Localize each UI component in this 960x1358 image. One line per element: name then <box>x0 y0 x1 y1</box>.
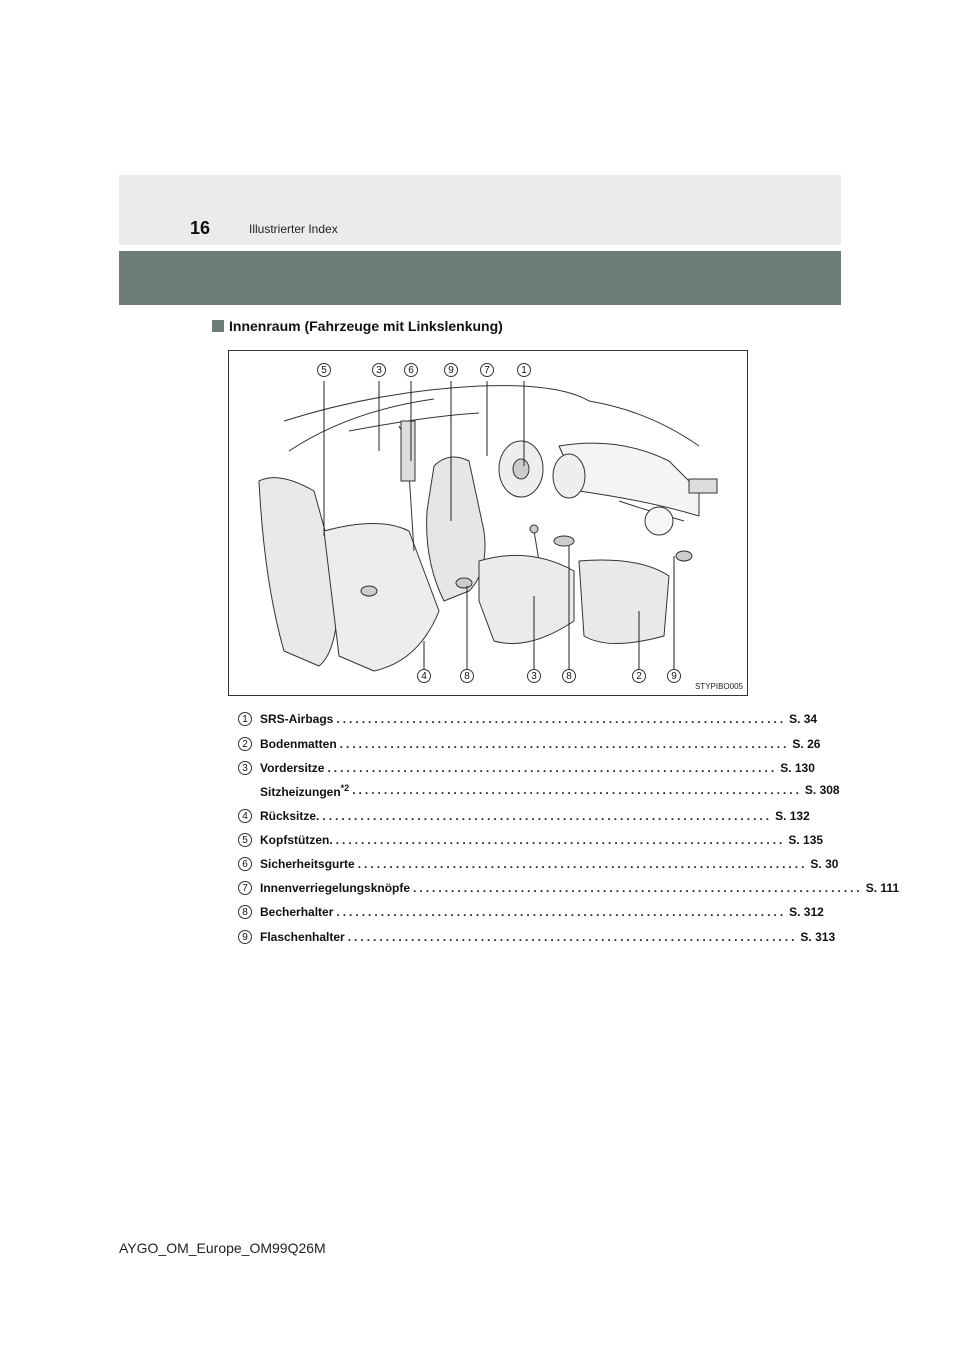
entry-page: S. 135 <box>788 833 824 847</box>
index-entry <box>238 758 815 778</box>
callout-bottom: 4 <box>417 669 431 683</box>
index-entry <box>238 878 900 898</box>
footer-document-code: AYGO_OM_Europe_OM99Q26M <box>119 1240 326 1256</box>
index-entry <box>238 781 840 801</box>
index-entry <box>238 902 824 922</box>
dot-leader: ....................................................................... <box>327 761 778 775</box>
page-number: 16 <box>190 218 211 238</box>
entry-number: 3 <box>238 761 252 775</box>
callout-top: 9 <box>444 363 458 377</box>
entry-page: S. 111 <box>865 881 900 895</box>
index-entry <box>238 806 810 826</box>
entry-label <box>260 783 349 799</box>
footnote-marker: *2 <box>340 783 350 793</box>
dot-leader: ....................................................................... <box>352 783 802 797</box>
dot-leader: ....................................................................... <box>413 881 863 895</box>
index-entry <box>238 927 836 947</box>
figure-code: STYPIBO005 <box>694 682 743 691</box>
dot-leader: ....................................................................... <box>322 809 773 823</box>
callout-bottom: 8 <box>562 669 576 683</box>
entry-number: 7 <box>238 881 252 895</box>
dot-leader: ....................................................................... <box>335 833 786 847</box>
entry-label: Flaschenhalter <box>260 930 345 944</box>
callout-top: 5 <box>317 363 331 377</box>
entry-label: Becherhalter <box>260 905 334 919</box>
dot-leader: ....................................................................... <box>336 712 787 726</box>
running-title: Illustrierter Index <box>249 222 338 236</box>
entry-label: Bodenmatten <box>260 737 337 751</box>
entry-number: 8 <box>238 905 252 919</box>
entry-number: 2 <box>238 737 252 751</box>
entry-label: Kopfstützen. <box>260 833 333 847</box>
dot-leader: ....................................................................... <box>336 905 787 919</box>
entry-page: S. 132 <box>775 809 810 823</box>
square-bullet-icon <box>212 320 224 332</box>
entry-label: Innenverriegelungsknöpfe <box>260 881 411 895</box>
section-heading <box>212 318 503 334</box>
entry-label: Vordersitze <box>260 761 325 775</box>
entry-page: S. 312 <box>789 905 824 919</box>
callout-top: 1 <box>517 363 531 377</box>
entry-page: S. 308 <box>804 783 840 797</box>
entry-label: Rücksitze. <box>260 809 320 823</box>
index-entry <box>238 854 839 874</box>
interior-illustration <box>228 350 748 696</box>
callout-bottom: 3 <box>527 669 541 683</box>
entry-number: 4 <box>238 809 252 823</box>
entry-page: S. 26 <box>792 737 821 751</box>
entry-number: 9 <box>238 930 252 944</box>
dot-leader: ....................................................................... <box>339 737 790 751</box>
entry-page: S. 30 <box>810 857 839 871</box>
index-entry <box>238 830 824 850</box>
index-entry <box>238 709 818 729</box>
callout-top: 6 <box>404 363 418 377</box>
entry-number: 1 <box>238 712 252 726</box>
entry-label: Sicherheitsgurte <box>260 857 355 871</box>
index-entry <box>238 734 821 754</box>
entry-number: 6 <box>238 857 252 871</box>
entry-label: SRS-Airbags <box>260 712 334 726</box>
callout-bottom: 2 <box>632 669 646 683</box>
callout-top: 7 <box>480 363 494 377</box>
dot-leader: ....................................................................... <box>357 857 808 871</box>
entry-label-text: Sitzheizungen <box>260 785 341 799</box>
entry-page: S. 34 <box>789 712 818 726</box>
header-dark-band <box>119 251 841 305</box>
callout-bottom: 9 <box>667 669 681 683</box>
entry-number: 5 <box>238 833 252 847</box>
callout-top: 3 <box>372 363 386 377</box>
entry-page: S. 313 <box>800 930 836 944</box>
entry-page: S. 130 <box>780 761 815 775</box>
dot-leader: ....................................................................... <box>347 930 798 944</box>
header-band <box>119 175 841 245</box>
section-heading-text: Innenraum (Fahrzeuge mit Linkslenkung) <box>229 318 503 334</box>
callout-bottom: 8 <box>460 669 474 683</box>
car-interior-drawing <box>229 351 747 695</box>
